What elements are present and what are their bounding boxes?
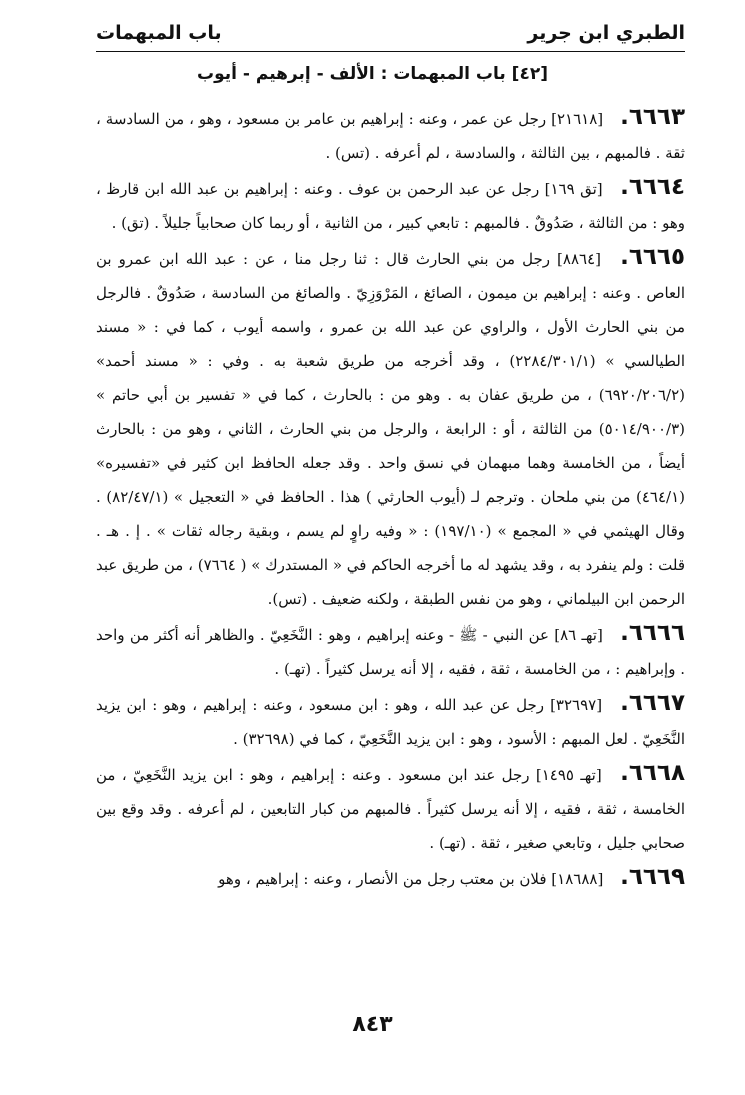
entry-number: ٦٦٦٨. (620, 760, 685, 786)
entry-6663 (96, 100, 685, 170)
entry-6667 (96, 686, 685, 756)
entry-6669 (96, 860, 685, 896)
entry-text: [٣٢٦٩٧] رجل عن عبد الله ، وهو : ابن مسعود ، وعنه : إبراهيم ، وهو : ابن يزيد النَّخَعِيّ . لعل المبهم : الأسود ، وهو : ابن يزيد النَّخَعِيّ ، كما في (٣٢٦٩٨) . (96, 696, 685, 748)
header-book-title: الطبري ابن جرير (527, 22, 685, 44)
entry-text: [٨٨٦٤] رجل من بني الحارث قال : ثنا رجل منا ، عن : عبد الله ابن عمرو بن العاص . وعنه : إبراهيم بن ميمون ، الصائغ ، المَرْوَزِيّ . والصائغ من السادسة ، صَدُوقٌ . فالرجل من بني الحارث الأول ، والراوي عن عبد الله بن عمرو ، واسمه أيوب ، كما في : « مسند الطيالسي » (٢٢٨٤/٣٠١/١) ، وقد أخرجه من طريق شعبة به . وفي : « مسند أحمد» (٦٩٢٠/٢٠٦/٢) ، من طريق عفان به . وهو من : بالحارث ، كما في « تفسير بن أبي حاتم » (٥٠١٤/٩٠٠/٣) من الثالثة ، أو : الرابعة ، والرجل من بني الحارث ، الثاني ، وهو من : بالحارث أيضاً ، من الخامسة وهما مبهمان في نسق واحد . وقد جعله الحافظ ابن كثير في «تفسيره» (٤٦٤/١) من بني ملحان . وترجم لـ (أيوب الحارثي ) هذا . الحافظ في « التعجيل » (٨٢/٤٧/١) . وقال الهيثمي في « المجمع » (١٩٧/١٠) : « وفيه راوٍ لم يسم ، وبقية رجاله ثقات » . إ . هـ . قلت : ولم ينفرد به ، وقد يشهد له ما أخرجه الحاكم في « المستدرك » ( ٧٦٦٤) ، من طريق عبد الرحمن ابن البيلماني ، وهو من نفس الطبقة ، ولكنه ضعيف . (تس). (96, 250, 686, 608)
page-number: ٨٤٣ (352, 1012, 393, 1037)
entry-6668 (96, 756, 685, 860)
entry-number: ٦٦٦٧. (620, 690, 685, 716)
chapter-title: [٤٢] باب المبهمات : الألف - إبرهيم - أيوب (197, 64, 548, 84)
entry-text: [تهـ ٨٦] عن النبي - ﷺ - وعنه إبراهيم ، وهو : النَّخَعِيّ . والظاهر أنه أكثر من واحد . وإبراهيم : ، من الخامسة ، ثقة ، فقيه ، إلا أنه يرسل كثيراً . (تهـ) . (96, 626, 685, 678)
entry-6666 (96, 616, 685, 686)
header-chapter-title: باب المبهمات (96, 22, 222, 44)
entry-number: ٦٦٦٥. (620, 244, 686, 270)
entry-text: [تق ١٦٩] رجل عن عبد الرحمن بن عوف . وعنه : إبراهيم بن عبد الله ابن قارظ ، وهو : من الثالثة ، صَدُوقٌ . فالمبهم : تابعي كبير ، من الثانية ، أو ربما كان صحابياً جليلاً . (تق) . (96, 180, 685, 232)
entry-number: ٦٦٦٦. (620, 620, 685, 646)
header-rule (96, 51, 685, 52)
entry-6664 (96, 170, 685, 240)
entry-text: [١٨٦٨٨] فلان بن معتب رجل من الأنصار ، وعنه : إبراهيم ، وهو (218, 870, 604, 888)
running-head (96, 18, 685, 48)
entry-text: [٢١٦١٨] رجل عن عمر ، وعنه : إبراهيم بن عامر بن مسعود ، وهو ، من السادسة ، ثقة . فالمبهم ، بين الثالثة ، والسادسة ، لم أعرفه . (تس) . (96, 110, 685, 162)
entry-number: ٦٦٦٤. (620, 174, 685, 200)
entries-body (96, 100, 685, 896)
entry-text: [تهـ ١٤٩٥] رجل عند ابن مسعود . وعنه : إبراهيم ، وهو : ابن يزيد النَّخَعِيّ ، من الخامسة ، ثقة ، فقيه ، إلا أنه يرسل كثيراً . فالمبهم من كبار التابعين ، لم أعرفه . وقد وقع بين صحابي جليل ، وتابعي صغير ، ثقة . (تهـ) . (96, 766, 685, 852)
entry-number: ٦٦٦٣. (620, 104, 685, 130)
entry-number: ٦٦٦٩. (620, 864, 685, 890)
entry-6665 (96, 240, 685, 616)
